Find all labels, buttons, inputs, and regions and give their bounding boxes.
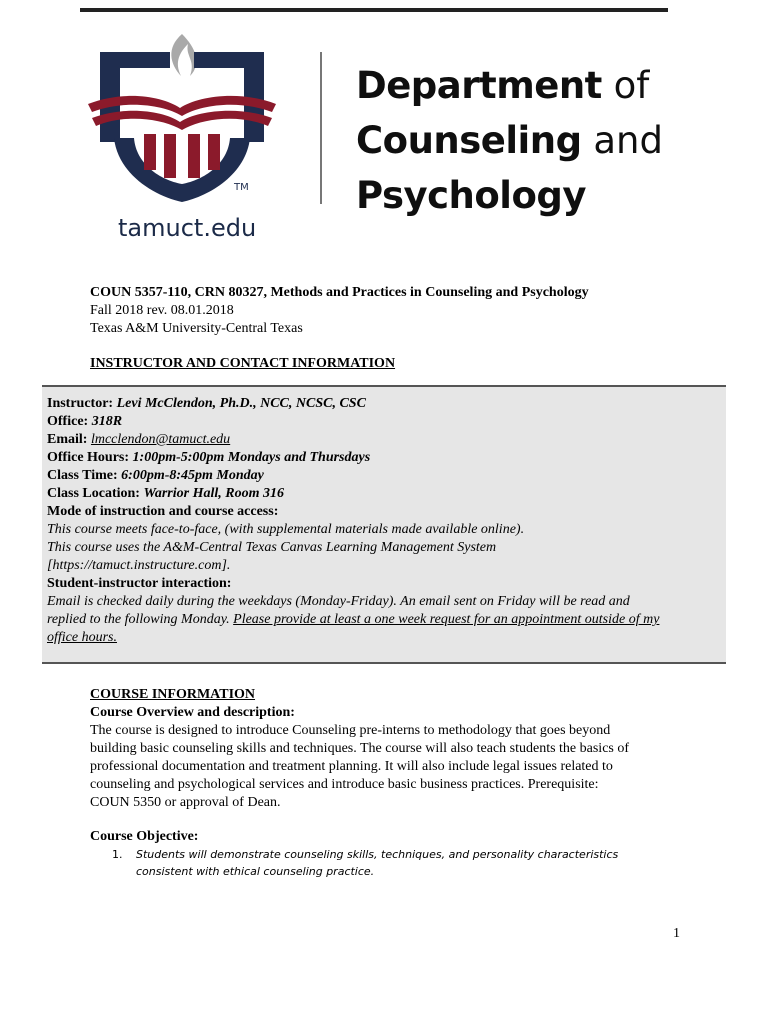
objective-number: 1. bbox=[112, 848, 123, 861]
class-time-row bbox=[47, 467, 719, 485]
mode-line-1: This course meets face-to-face, (with supplemental materials made available online). bbox=[47, 522, 525, 537]
overview-label: Course Overview and description: bbox=[90, 705, 295, 720]
office-hours-label: Office Hours: bbox=[47, 450, 130, 465]
instructor-row bbox=[47, 395, 719, 413]
office-hours-value: 1:00pm-5:00pm Mondays and Thursdays bbox=[132, 450, 371, 465]
page-number: 1 bbox=[673, 926, 680, 941]
interaction-line-2-underlined: Please provide at least a one week request for an appointment outside of my bbox=[233, 612, 660, 627]
interaction-line-3: office hours. bbox=[47, 630, 117, 645]
objective-line-2: consistent with ethical counseling practice. bbox=[136, 865, 375, 878]
description-line-1: The course is designed to introduce Counseling pre-interns to methodology that goes beyond bbox=[90, 723, 611, 738]
dept-word-psychology: Psychology bbox=[356, 174, 587, 217]
description-line-4: counseling and psychological services and introduce basic business practices. Prerequisite: bbox=[90, 777, 599, 792]
instructor-section-heading: INSTRUCTOR AND CONTACT INFORMATION bbox=[90, 356, 396, 371]
instructor-value: Levi McClendon, Ph.D., NCC, NCSC, CSC bbox=[116, 396, 366, 411]
trademark-mark: TM bbox=[234, 182, 249, 193]
interaction-line-2 bbox=[47, 611, 719, 629]
objective-list bbox=[112, 846, 672, 880]
office-value: 318R bbox=[91, 414, 123, 429]
course-header bbox=[90, 284, 589, 338]
course-term: Fall 2018 rev. 08.01.2018 bbox=[90, 303, 234, 318]
mode-label: Mode of instruction and course access: bbox=[47, 504, 279, 519]
office-label: Office: bbox=[47, 414, 89, 429]
department-title bbox=[356, 58, 756, 223]
class-time-label: Class Time: bbox=[47, 468, 118, 483]
class-location-value: Warrior Hall, Room 316 bbox=[143, 486, 284, 501]
university-logo bbox=[84, 34, 280, 206]
email-row bbox=[47, 431, 719, 449]
class-location-row bbox=[47, 485, 719, 503]
dept-word-of: of bbox=[613, 64, 650, 107]
interaction-line-1: Email is checked daily during the weekdays (Monday-Friday). An email sent on Friday will be read and bbox=[47, 594, 630, 609]
mode-line-2: This course uses the A&M-Central Texas Canvas Learning Management System bbox=[47, 540, 497, 555]
mode-line-3: [https://tamuct.instructure.com]. bbox=[47, 558, 231, 573]
list-item bbox=[112, 846, 672, 880]
top-rule bbox=[80, 8, 668, 12]
instructor-label: Instructor: bbox=[47, 396, 114, 411]
dept-word-and: and bbox=[593, 119, 663, 162]
course-objective-label bbox=[90, 828, 690, 846]
course-title: COUN 5357-110, CRN 80327, Methods and Practices in Counseling and Psychology bbox=[90, 285, 589, 300]
class-time-value: 6:00pm-8:45pm Monday bbox=[121, 468, 264, 483]
site-url: tamuct.edu bbox=[118, 214, 257, 242]
dept-word-department: Department bbox=[356, 64, 602, 107]
interaction-line-2-plain: replied to the following Monday. bbox=[47, 612, 230, 627]
class-location-label: Class Location: bbox=[47, 486, 140, 501]
description-line-5: COUN 5350 or approval of Dean. bbox=[90, 795, 281, 810]
interaction-label: Student-instructor interaction: bbox=[47, 576, 232, 591]
logo-divider bbox=[320, 52, 322, 204]
description-line-2: building basic counseling skills and techniques. The course will also teach students the basics of bbox=[90, 741, 630, 756]
email-link[interactable]: lmcclendon@tamuct.edu bbox=[90, 432, 231, 447]
course-info-heading: COURSE INFORMATION bbox=[90, 687, 256, 702]
office-row bbox=[47, 413, 719, 431]
objective-label: Course Objective: bbox=[90, 829, 199, 844]
description-line-3: professional documentation and treatment planning. It will also include legal issues related to bbox=[90, 759, 613, 774]
course-information-section bbox=[90, 686, 690, 812]
email-label: Email: bbox=[47, 432, 88, 447]
office-hours-row bbox=[47, 449, 719, 467]
dept-word-counseling: Counseling bbox=[356, 119, 582, 162]
objective-line-1: Students will demonstrate counseling skills, techniques, and personality characteristics bbox=[136, 848, 619, 861]
contact-info-box bbox=[42, 385, 726, 664]
university-name: Texas A&M University-Central Texas bbox=[90, 321, 303, 336]
